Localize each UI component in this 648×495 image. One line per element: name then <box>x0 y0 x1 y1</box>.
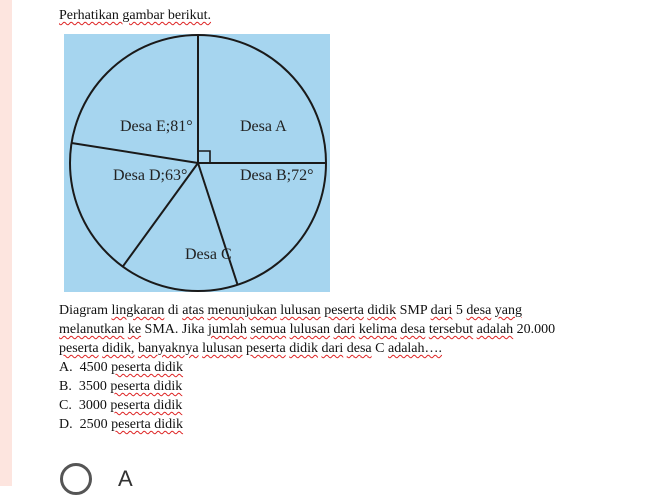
options-list <box>59 358 183 434</box>
option-c <box>59 396 183 415</box>
option-letter: B. <box>59 379 72 394</box>
answer-radio-a[interactable] <box>60 463 92 495</box>
answer-radio-label: A <box>118 466 133 491</box>
option-text: 3500 peserta didik <box>78 379 183 394</box>
option-letter: D. <box>59 417 73 432</box>
option-b <box>59 377 183 396</box>
option-a <box>59 358 183 377</box>
option-text: 3000 peserta didik <box>78 398 183 413</box>
option-text: 2500 peserta didik <box>79 417 184 432</box>
question-text: Diagram lingkaran di atas menunjukan lulusan peserta didik SMP dari 5 desa yang melanutkan ke SMA. Jika jumlah semua lulusan dari kelima desa tersebut adalah 20.000 peserta didik, banyaknya lulusan peserta didik dari desa C adalah…. <box>59 303 556 356</box>
option-text: 4500 peserta didik <box>79 360 184 375</box>
option-letter: C. <box>59 398 72 413</box>
slice-boundary <box>198 163 238 285</box>
left-margin-strip <box>0 0 12 486</box>
slice-label: Desa E;81° <box>120 118 193 135</box>
slice-label: Desa B;72° <box>240 167 314 184</box>
option-letter: A. <box>59 360 73 375</box>
option-d <box>59 415 183 434</box>
slice-boundary <box>72 143 198 163</box>
slice-label: Desa A <box>240 118 287 135</box>
pie-chart <box>64 34 330 292</box>
slice-label: Desa C <box>185 246 232 263</box>
right-angle-marker <box>198 151 210 163</box>
intro-text: Perhatikan gambar berikut. <box>59 8 212 23</box>
slice-label: Desa D;63° <box>113 167 188 184</box>
pie-chart-figure <box>64 34 330 292</box>
